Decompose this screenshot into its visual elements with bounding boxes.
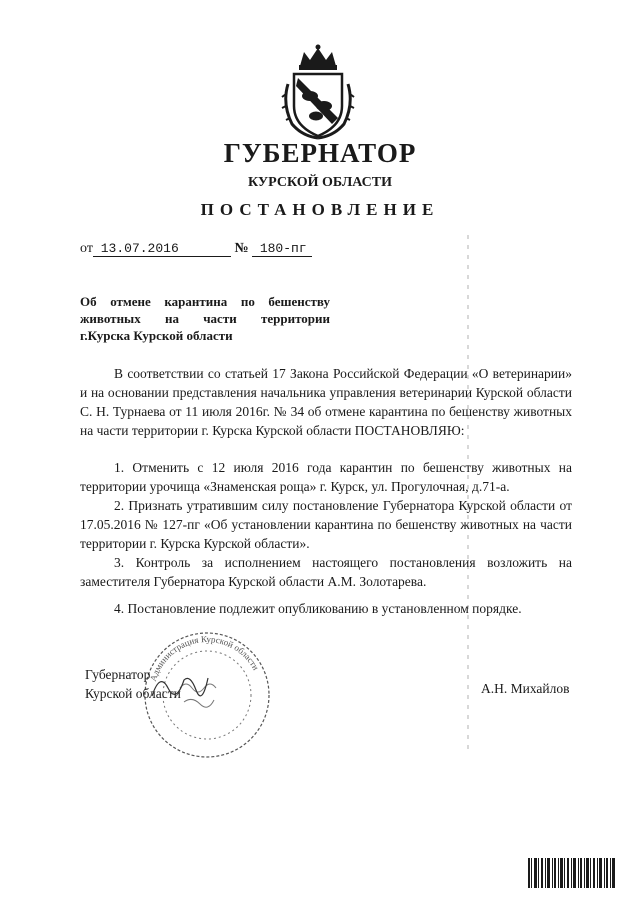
signatory-name: А.Н. Михайлов xyxy=(481,681,570,696)
barcode-icon xyxy=(528,858,616,888)
region-subtitle: КУРСКОЙ ОБЛАСТИ xyxy=(247,175,393,190)
order-item-3: 3. Контроль за исполнением настоящего постановления возложить на заместителя Губернатора Курской области А.М. Золотарева. xyxy=(80,555,572,589)
order-title-line: животных на части территории xyxy=(80,311,330,326)
document-date-number xyxy=(80,241,312,257)
handwritten-signature-icon xyxy=(150,670,210,700)
order-title xyxy=(80,293,330,344)
order-title-line: г.Курска Курской области xyxy=(80,328,233,343)
document-type: ПОСТАНОВЛЕНИЕ xyxy=(200,200,440,219)
order-item-1: 1. Отменить с 12 июля 2016 года карантин по бешенству животных на территории урочища «Знаменская роща» г. Курск, ул. Прогулочная, д.71-а. xyxy=(80,460,572,494)
page-title: ГУБЕРНАТОР xyxy=(223,138,417,168)
order-title-line: Об отмене карантина по бешенству xyxy=(80,294,330,309)
date-prefix: от xyxy=(80,241,93,256)
document-number: 180-пг xyxy=(252,241,312,257)
signatory-position: Губернатор Курской области xyxy=(85,667,181,701)
intro-paragraph: В соответствии со статьей 17 Закона Российской Федерации «О ветеринарии» и на основании представления начальника управления ветеринарии Курской области С. Н. Турнаева от 11 июля 2016г. № 34 об отмене карантина по бешенству животных на части территории г. Курска Курской области ПОСТАНОВЛЯЮ: xyxy=(80,366,572,438)
order-item-2: 2. Признать утратившим силу постановление Губернатора Курской области от 17.05.2016 № 127-пг «Об установлении карантина по бешенству животных на части территории г. Курска Курской области». xyxy=(80,498,572,551)
kursk-coat-of-arms-icon xyxy=(280,44,356,140)
order-item-4: 4. Постановление подлежит опубликованию в установленном порядке. xyxy=(114,601,522,616)
stamp-text: Администрация Курской области xyxy=(147,633,262,683)
document-date: 13.07.2016 xyxy=(93,241,231,257)
number-sign: № xyxy=(234,241,249,256)
